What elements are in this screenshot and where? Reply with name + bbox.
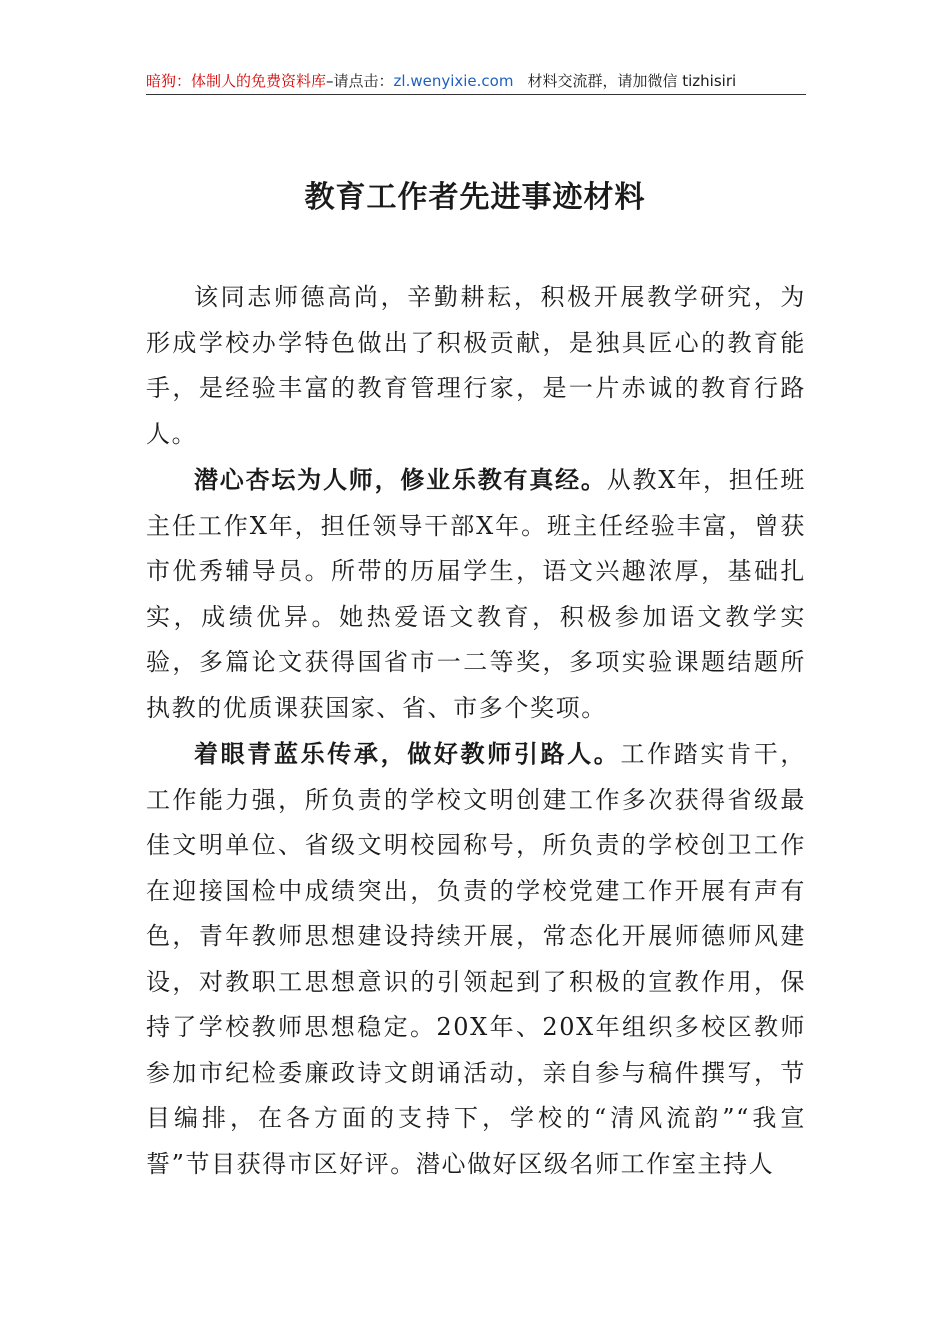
paragraph [146, 731, 806, 1187]
document-title: 教育工作者先进事迹材料 [304, 180, 646, 215]
document-body [146, 275, 806, 1187]
header-prompt: –请点击： [326, 72, 394, 90]
header-contact: 材料交流群，请加微信 tizhisiri [527, 72, 737, 90]
paragraph [146, 275, 806, 457]
header-link[interactable]: zl.wenyixie.com [393, 72, 514, 90]
header-brand: 暗狗：体制人的免费资料库 [146, 72, 327, 90]
paragraph-text: 工作踏实肯干，工作能力强，所负责的学校文明创建工作多次获得省级最佳文明单位、省级文明校园称号，所负责的学校创卫工作在迎接国检中成绩突出，负责的学校党建工作开展有声有色，青年教师思想建设持续开展，常态化开展师德师风建设，对教职工思想意识的引领起到了积极的宣教作用，保持了学校教师思想稳定。20X年、20X年组织多校区教师参加市纪检委廉政诗文朗诵活动，亲自参与稿件撰写，节目编排，在各方面的支持下，学校的“清风流韵”“我宣誓”节目获得市区好评。潜心做好区级名师工作室主持人 [146, 740, 806, 1178]
paragraph-text: 从教X年，担任班主任工作X年，担任领导干部X年。班主任经验丰富，曾获市优秀辅导员。所带的历届学生，语文兴趣浓厚，基础扎实，成绩优异。她热爱语文教育，积极参加语文教学实验，多篇论文获得国省市一二等奖，多项实验课题结题所执教的优质课获国家、省、市多个奖项。 [146, 466, 806, 722]
paragraph-text: 该同志师德高尚，辛勤耕耘，积极开展教学研究，为形成学校办学特色做出了积极贡献，是独具匠心的教育能手，是经验丰富的教育管理行家，是一片赤诚的教育行路人。 [146, 283, 806, 448]
header-divider [146, 94, 806, 95]
page-header [146, 70, 806, 92]
paragraph [146, 457, 806, 731]
paragraph-heading: 潜心杏坛为人师，修业乐教有真经。 [194, 465, 607, 494]
paragraph-heading: 着眼青蓝乐传承，做好教师引路人。 [194, 739, 621, 768]
